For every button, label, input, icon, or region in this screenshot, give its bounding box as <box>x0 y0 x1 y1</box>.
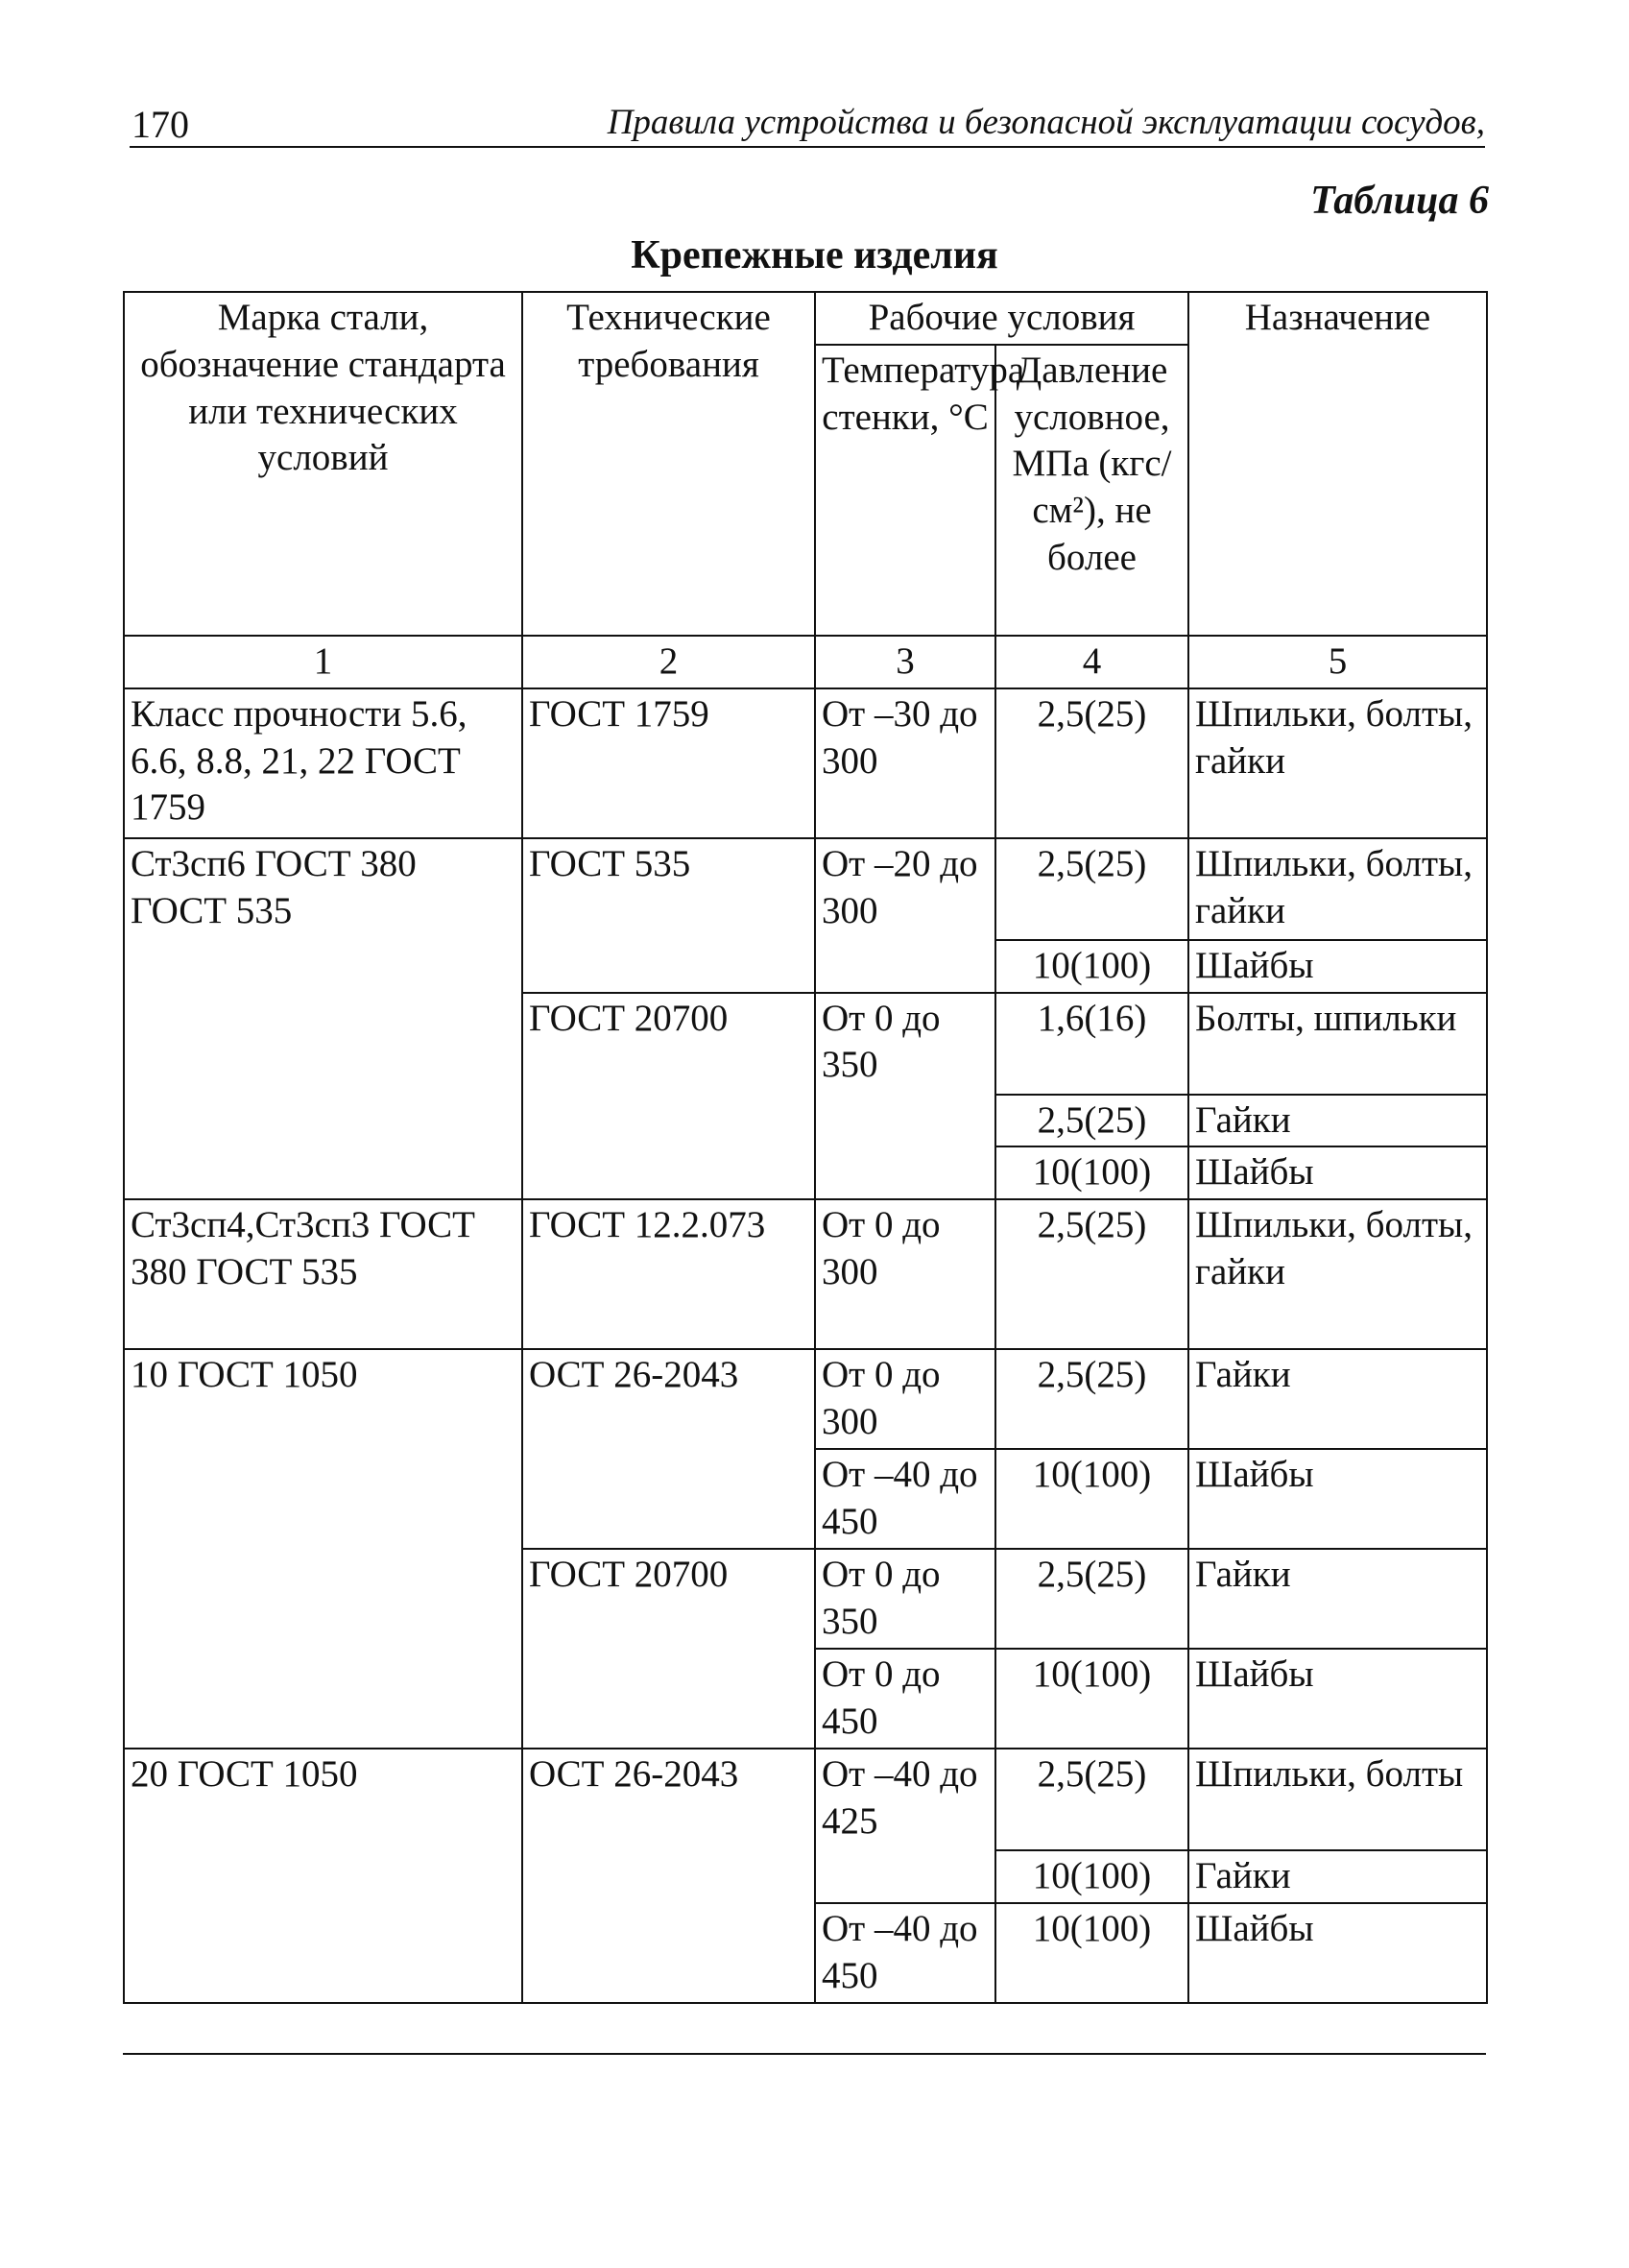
purpose-cell: Гайки <box>1188 1349 1487 1449</box>
column-numbers-row <box>124 636 1487 688</box>
running-title: Правила устройства и безопасной эксплуатации сосудов, <box>607 103 1485 142</box>
temperature-cell: От –40 до 450 <box>815 1903 995 2003</box>
column-number: 4 <box>995 636 1188 688</box>
header-row <box>124 292 1487 345</box>
temperature-cell: От –30 до 300 <box>815 688 995 838</box>
temperature-cell: От –40 до 425 <box>815 1749 995 1903</box>
pressure-cell: 2,5(25) <box>995 1749 1188 1850</box>
purpose-cell: Шпильки, болты, гайки <box>1188 838 1487 940</box>
tech-requirements-cell: ГОСТ 12.2.073 <box>522 1199 815 1349</box>
temperature-cell: От –40 до 450 <box>815 1449 995 1549</box>
pressure-cell: 1,6(16) <box>995 993 1188 1095</box>
pressure-cell: 2,5(25) <box>995 838 1188 940</box>
steel-grade-cell: Ст3сп4,Ст3сп3 ГОСТ 380 ГОСТ 535 <box>124 1199 522 1349</box>
purpose-cell: Шайбы <box>1188 1649 1487 1749</box>
steel-grade-cell: Класс прочности 5.6, 6.6, 8.8, 21, 22 ГОСТ 1759 <box>124 688 522 838</box>
pressure-cell: 10(100) <box>995 1146 1188 1199</box>
steel-grade-cell: 20 ГОСТ 1050 <box>124 1749 522 2003</box>
table-row <box>124 838 1487 940</box>
column-number: 2 <box>522 636 815 688</box>
temperature-cell: От 0 до 300 <box>815 1199 995 1349</box>
pressure-cell: 10(100) <box>995 1449 1188 1549</box>
purpose-cell: Гайки <box>1188 1850 1487 1903</box>
table-row <box>124 688 1487 838</box>
pressure-cell: 10(100) <box>995 1903 1188 2003</box>
pressure-cell: 10(100) <box>995 1649 1188 1749</box>
pressure-cell: 10(100) <box>995 940 1188 993</box>
tech-requirements-cell: ГОСТ 20700 <box>522 1549 815 1749</box>
purpose-cell: Шайбы <box>1188 940 1487 993</box>
temperature-cell: От 0 до 350 <box>815 993 995 1200</box>
pressure-cell: 2,5(25) <box>995 688 1188 838</box>
table-row <box>124 1199 1487 1349</box>
purpose-cell: Гайки <box>1188 1549 1487 1649</box>
tech-requirements-cell: ГОСТ 535 <box>522 838 815 993</box>
page-number: 170 <box>132 103 189 146</box>
tech-requirements-cell: ОСТ 26-2043 <box>522 1349 815 1549</box>
page-header <box>130 100 1485 148</box>
column-number: 3 <box>815 636 995 688</box>
header-working-conditions: Рабочие условия <box>815 292 1188 345</box>
fasteners-table <box>123 291 1488 2004</box>
temperature-cell: От 0 до 350 <box>815 1549 995 1649</box>
table-title: Крепежные изделия <box>631 233 998 277</box>
pressure-cell: 2,5(25) <box>995 1549 1188 1649</box>
column-number: 1 <box>124 636 522 688</box>
header-temperature: Температура стенки, °С <box>815 345 995 636</box>
tech-requirements-cell: ОСТ 26-2043 <box>522 1749 815 2003</box>
table-row <box>124 1749 1487 1850</box>
purpose-cell: Шайбы <box>1188 1449 1487 1549</box>
tech-requirements-cell: ГОСТ 1759 <box>522 688 815 838</box>
purpose-cell: Шайбы <box>1188 1903 1487 2003</box>
purpose-cell: Шпильки, болты <box>1188 1749 1487 1850</box>
header-purpose: Назначение <box>1188 292 1487 636</box>
steel-grade-cell: Ст3сп6 ГОСТ 380 ГОСТ 535 <box>124 838 522 1199</box>
purpose-cell: Болты, шпильки <box>1188 993 1487 1095</box>
pressure-cell: 2,5(25) <box>995 1095 1188 1147</box>
header-pressure: Давление условное, МПа (кгс/см²), не более <box>995 345 1188 636</box>
purpose-cell: Шайбы <box>1188 1146 1487 1199</box>
steel-grade-cell: 10 ГОСТ 1050 <box>124 1349 522 1749</box>
temperature-cell: От –20 до 300 <box>815 838 995 993</box>
bottom-rule <box>123 2053 1486 2055</box>
temperature-cell: От 0 до 450 <box>815 1649 995 1749</box>
table-label: Таблица 6 <box>1310 179 1489 223</box>
purpose-cell: Гайки <box>1188 1095 1487 1147</box>
header-steel-grade: Марка стали, обозначение стандарта или технических условий <box>124 292 522 636</box>
header-tech-requirements: Технические требования <box>522 292 815 636</box>
purpose-cell: Шпильки, болты, гайки <box>1188 1199 1487 1349</box>
pressure-cell: 10(100) <box>995 1850 1188 1903</box>
column-number: 5 <box>1188 636 1487 688</box>
pressure-cell: 2,5(25) <box>995 1349 1188 1449</box>
table-row <box>124 1349 1487 1449</box>
pressure-cell: 2,5(25) <box>995 1199 1188 1349</box>
purpose-cell: Шпильки, болты, гайки <box>1188 688 1487 838</box>
tech-requirements-cell: ГОСТ 20700 <box>522 993 815 1200</box>
temperature-cell: От 0 до 300 <box>815 1349 995 1449</box>
